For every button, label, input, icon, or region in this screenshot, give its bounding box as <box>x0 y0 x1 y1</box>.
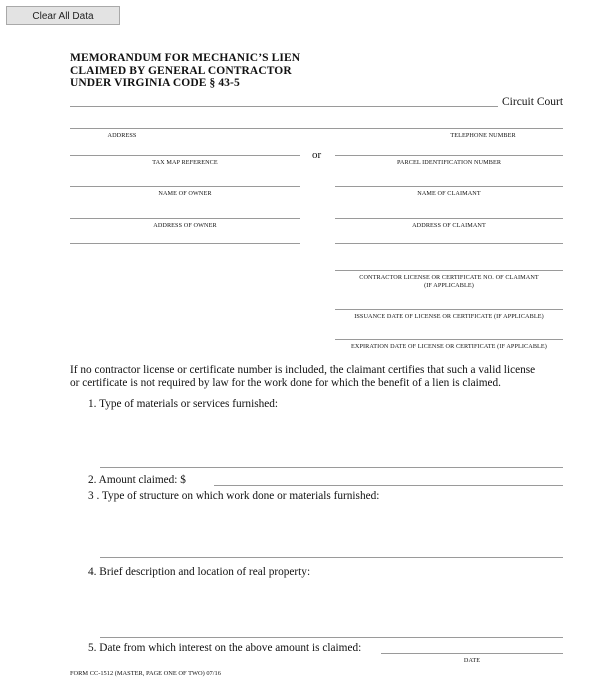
item-3-field[interactable] <box>100 557 563 558</box>
owner-address-field[interactable] <box>70 218 300 219</box>
circuit-court-label: Circuit Court <box>502 96 564 108</box>
item-4-label: 4. Brief description and location of real property: <box>88 566 311 578</box>
tax-map-field[interactable] <box>70 155 300 156</box>
issuance-date-label: ISSUANCE DATE OF LICENSE OR CERTIFICATE (IF APPLICABLE) <box>354 313 544 320</box>
certification-paragraph <box>70 364 570 390</box>
interest-date-field[interactable] <box>381 653 563 654</box>
item-1-label: 1. Type of materials or services furnished: <box>88 398 279 410</box>
owner-address-line-2[interactable] <box>70 243 300 244</box>
expiration-date-field[interactable] <box>335 339 563 340</box>
owner-name-field[interactable] <box>70 186 300 187</box>
address-label: ADDRESS <box>107 132 137 139</box>
claimant-name-field[interactable] <box>335 186 563 187</box>
claimant-address-line-2[interactable] <box>335 243 563 244</box>
tax-map-label: TAX MAP REFERENCE <box>152 159 218 166</box>
item-1-field[interactable] <box>100 467 563 468</box>
form-footer: FORM CC-1512 (MASTER, PAGE ONE OF TWO) 07/16 <box>70 670 221 677</box>
or-label: or <box>312 149 322 161</box>
paragraph-line: or certificate is not required by law for the work done for which the benefit of a lien is claimed. <box>70 377 502 389</box>
parcel-id-label: PARCEL IDENTIFICATION NUMBER <box>396 159 502 166</box>
claimant-address-field[interactable] <box>335 218 563 219</box>
claimant-name-label: NAME OF CLAIMANT <box>417 190 481 197</box>
item-5-label: 5. Date from which interest on the above amount is claimed: <box>88 642 362 654</box>
issuance-date-field[interactable] <box>335 309 563 310</box>
title-line: CLAIMED BY GENERAL CONTRACTOR <box>70 64 292 77</box>
expiration-date-label: EXPIRATION DATE OF LICENSE OR CERTIFICATE (IF APPLICABLE) <box>351 343 547 350</box>
date-label: DATE <box>463 657 481 664</box>
telephone-label: TELEPHONE NUMBER <box>450 132 516 139</box>
title-line: UNDER VIRGINIA CODE § 43-5 <box>70 77 240 89</box>
parcel-id-field[interactable] <box>335 155 563 156</box>
amount-claimed-field[interactable] <box>214 485 563 486</box>
circuit-court-field[interactable] <box>70 106 498 107</box>
item-4-field[interactable] <box>100 637 563 638</box>
form-title <box>70 52 300 90</box>
clear-all-data-button[interactable]: Clear All Data <box>6 6 120 25</box>
address-telephone-field[interactable] <box>70 128 563 129</box>
item-2-label: 2. Amount claimed: $ <box>88 474 186 486</box>
owner-address-label: ADDRESS OF OWNER <box>153 222 217 229</box>
contractor-license-field[interactable] <box>335 270 563 271</box>
owner-name-label: NAME OF OWNER <box>158 190 212 197</box>
title-line: MEMORANDUM FOR MECHANIC’S LIEN <box>70 52 301 64</box>
contractor-license-label: CONTRACTOR LICENSE OR CERTIFICATE NO. OF CLAIMANT <box>359 274 539 281</box>
item-3-label: 3 . Type of structure on which work done or materials furnished: <box>88 490 380 502</box>
contractor-license-label-sub: (IF APPLICABLE) <box>424 282 474 289</box>
claimant-address-label: ADDRESS OF CLAIMANT <box>412 222 486 229</box>
paragraph-line: If no contractor license or certificate number is included, the claimant certifies that such a valid license <box>70 364 536 376</box>
